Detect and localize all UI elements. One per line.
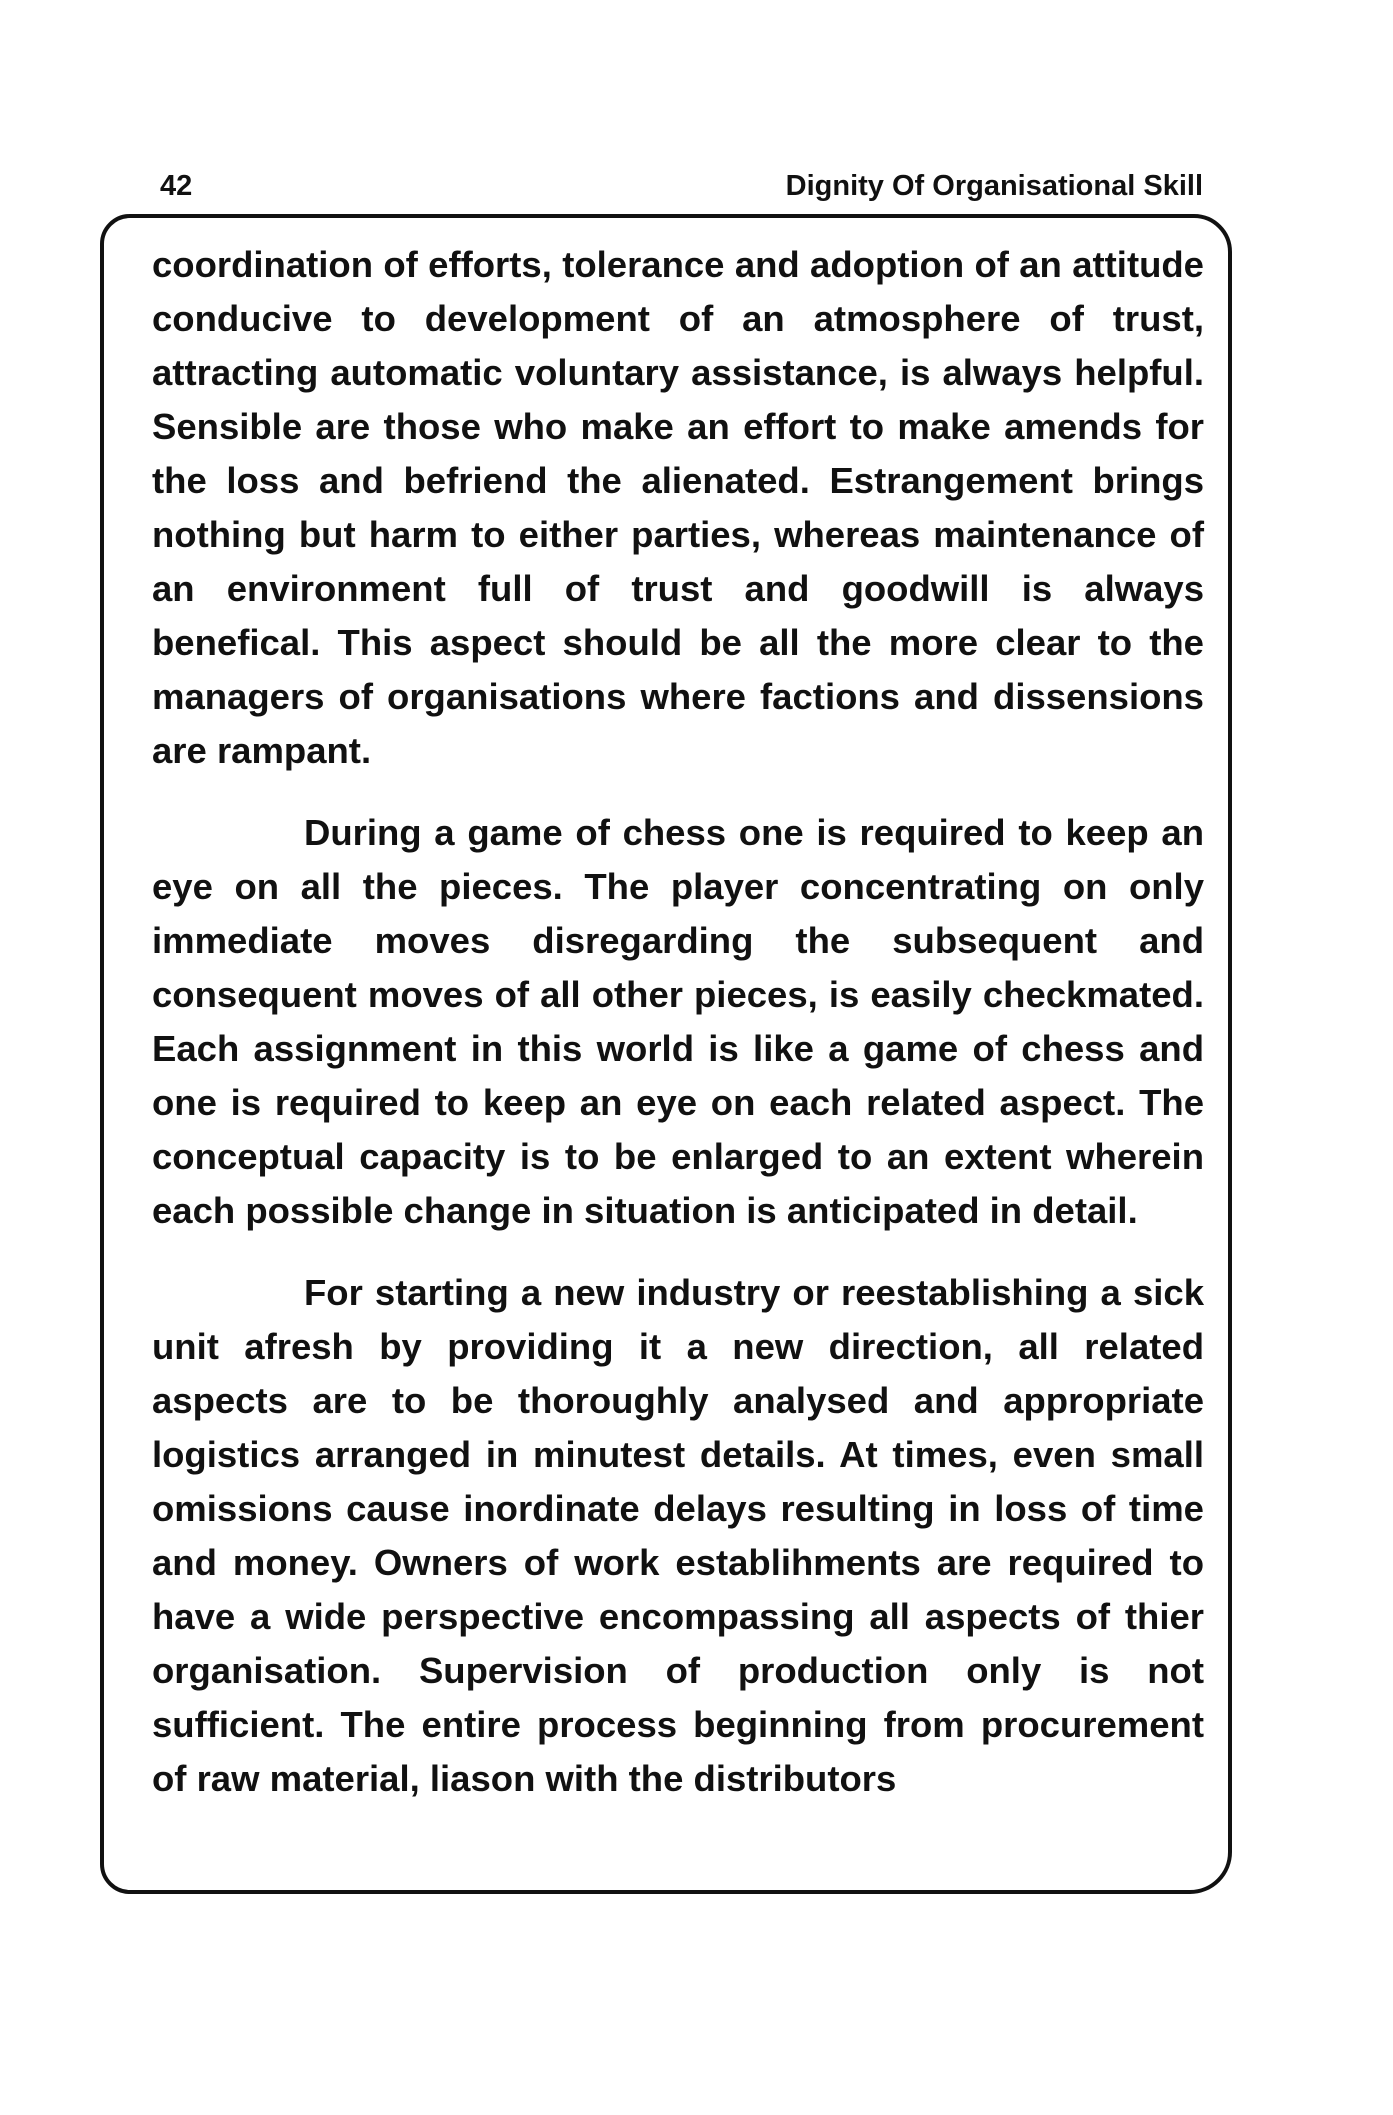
paragraph-2: During a game of chess one is required to keep an eye on all the pieces. The player concentrating on only immediate moves disregarding the subsequent and consequent moves of all other pieces, is easily checkmated. Each assignment in this world is like a game of chess and one is required to keep an eye on each related aspect. The conceptual capacity is to be enlarged to an extent wherein each possible change in situation is anticipated in detail. bbox=[152, 812, 1204, 1231]
page-number: 42 bbox=[160, 170, 193, 202]
body-text bbox=[152, 238, 1204, 1834]
running-title: Dignity Of Organisational Skill bbox=[785, 170, 1203, 202]
paragraph-3: For starting a new industry or reestablishing a sick unit afresh by providing it a new direction, all related aspects are to be thoroughly analysed and appropriate logistics arranged in minutest details. At times, even small omissions cause inordinate delays resulting in loss of time and money. Owners of work establihments are required to have a wide perspective encompassing all aspects of thier organisation. Supervision of production only is not sufficient. The entire process beginning from procurement of raw material, liason with the distributors bbox=[152, 1272, 1204, 1799]
paragraph-1: coordination of efforts, tolerance and adoption of an attitude conducive to development of an atmosphere of trust, attracting automatic voluntary assistance, is always helpful. Sensible are those who make an effort to make amends for the loss and befriend the alienated. Estrangement brings nothing but harm to either parties, whereas maintenance of an environment full of trust and goodwill is always benefical. This aspect should be all the more clear to the managers of organisations where factions and dissensions are rampant. bbox=[152, 244, 1204, 771]
